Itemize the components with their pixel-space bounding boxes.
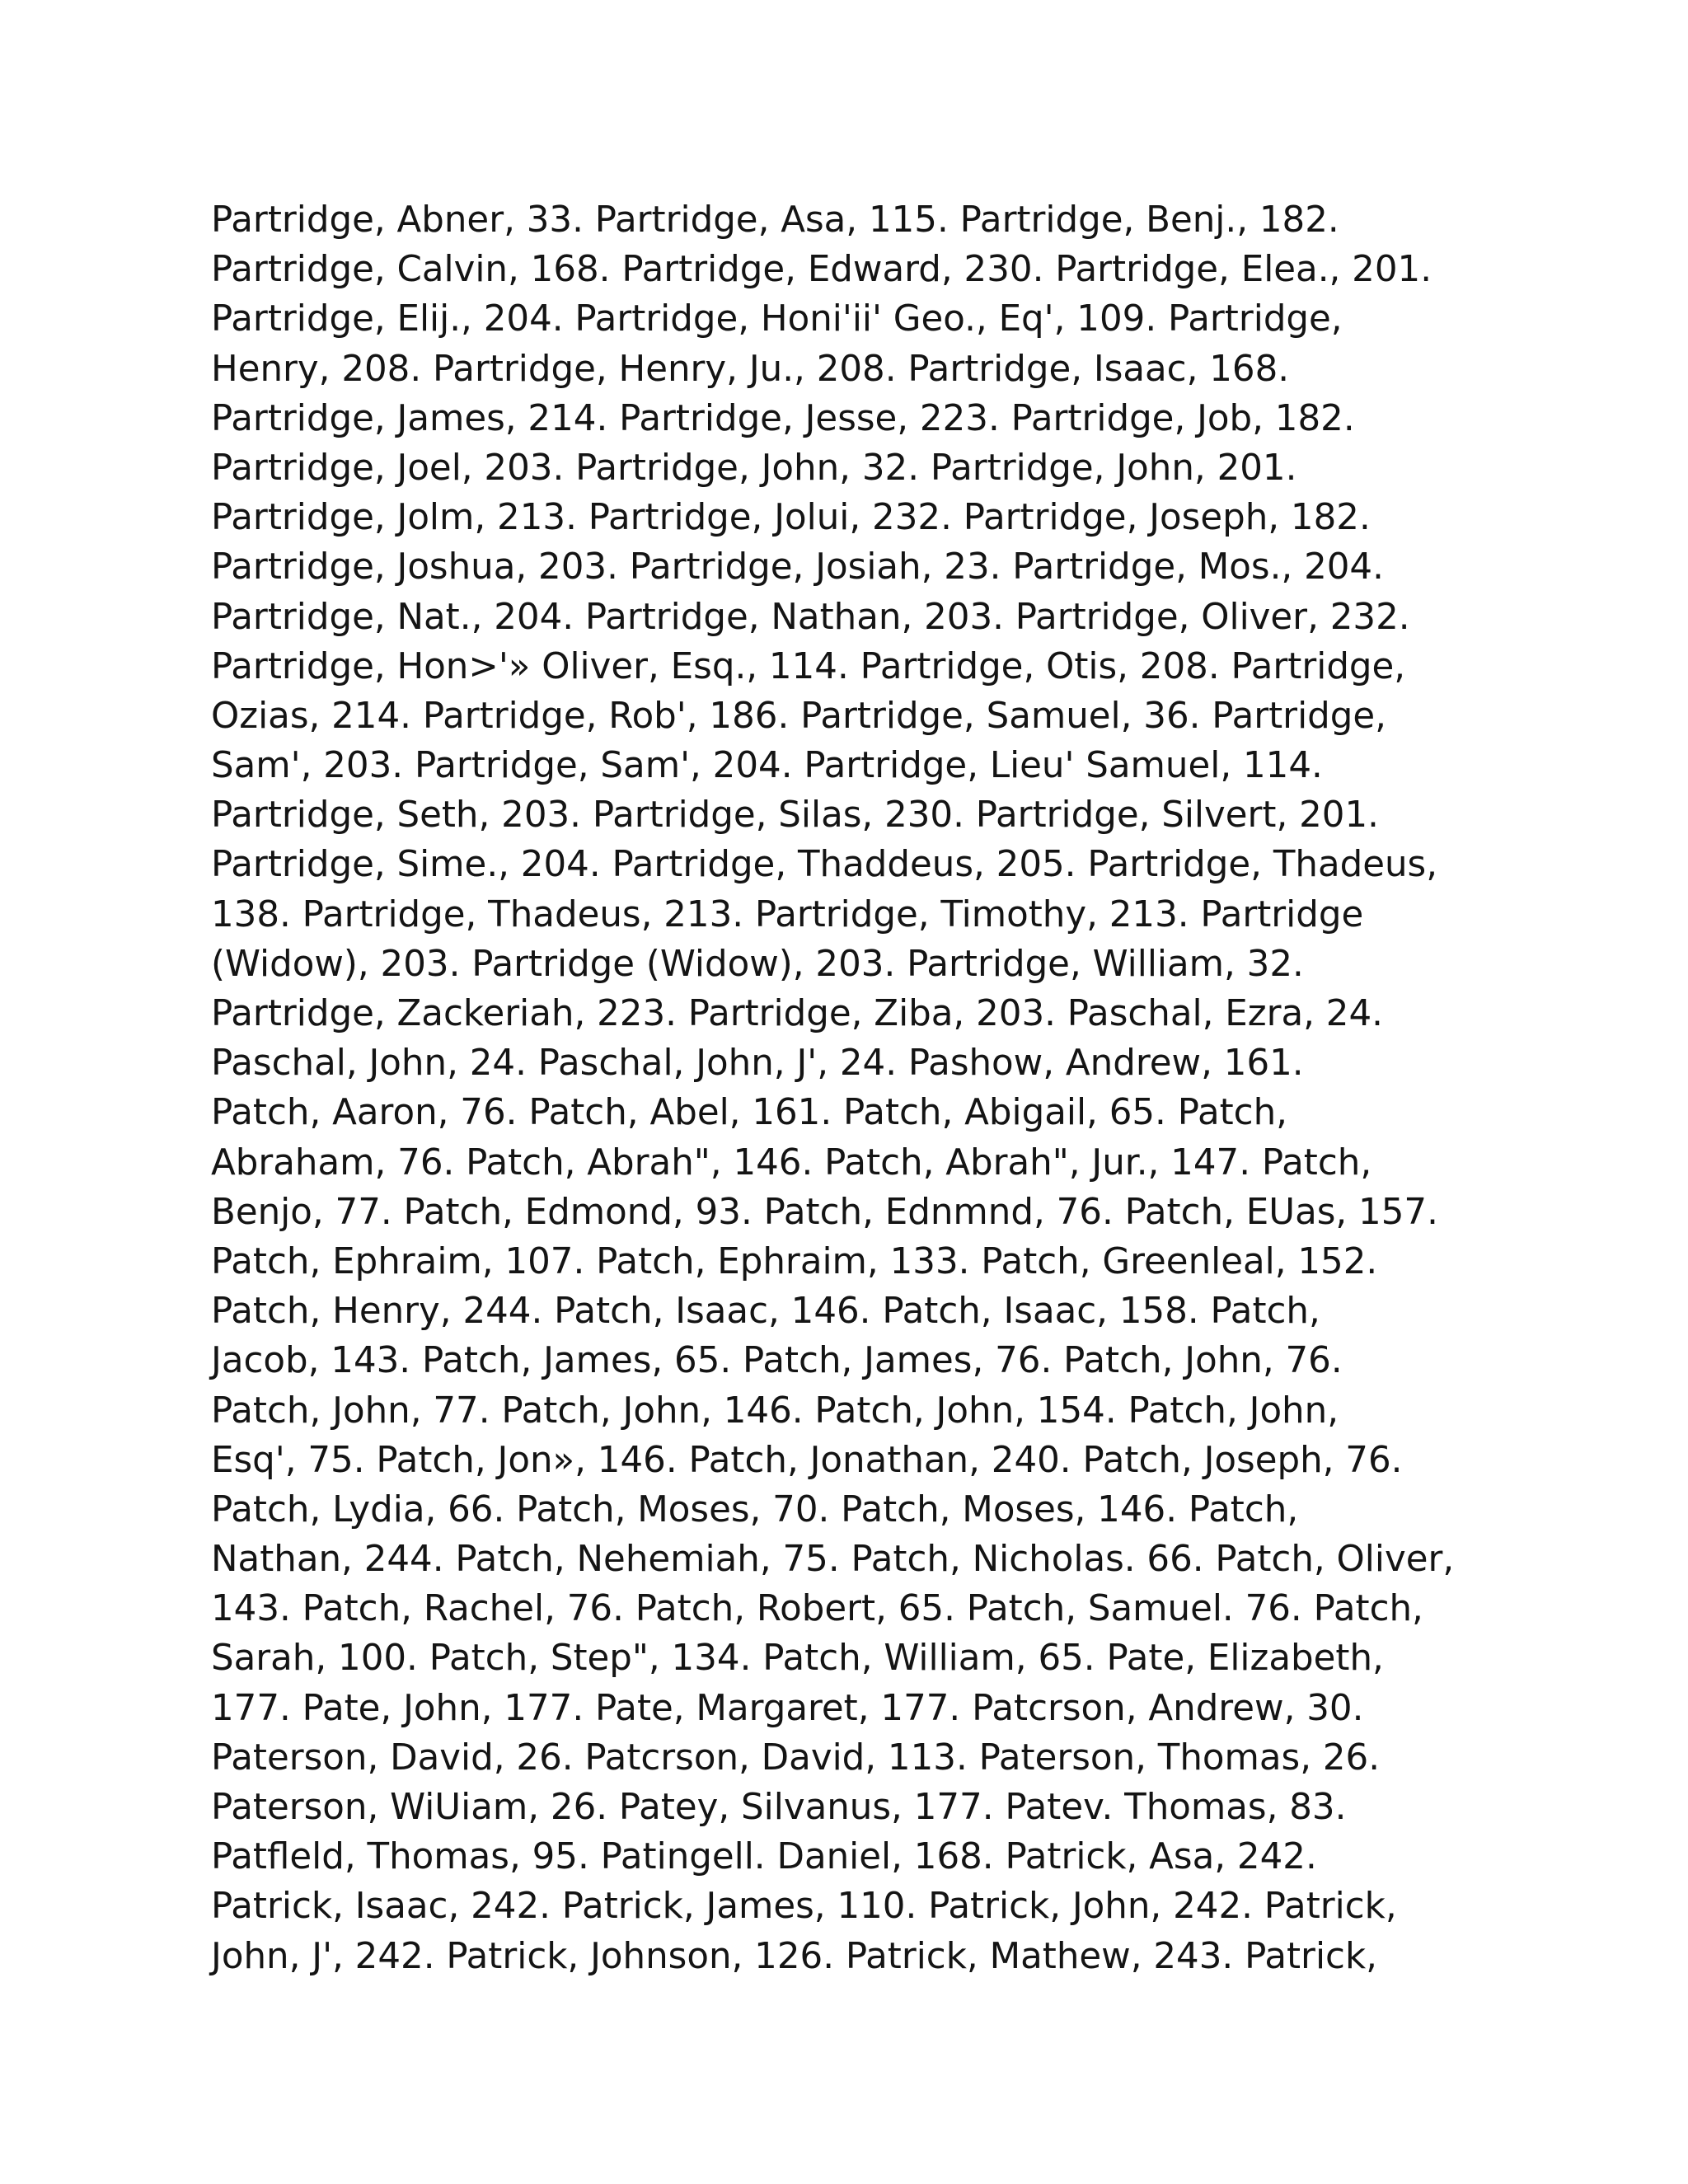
text-line: Abraham, 76. Patch, Abrah", 146. Patch, Abrah", Jur., 147. Patch,: [211, 1141, 1372, 1183]
text-line: (Widow), 203. Partridge (Widow), 203. Partridge, William, 32.: [211, 943, 1304, 985]
text-line: Partridge, Seth, 203. Partridge, Silas, 230. Partridge, Silvert, 201.: [211, 794, 1379, 837]
text-line: Patrick, Isaac, 242. Patrick, James, 110. Patrick, John, 242. Patrick,: [211, 1886, 1397, 1928]
text-line: Partridge, Joel, 203. Partridge, John, 32. Partridge, John, 201.: [211, 447, 1297, 489]
text-line: Partridge, Nat., 204. Partridge, Nathan, 203. Partridge, Oliver, 232.: [211, 596, 1410, 638]
text-line: 143. Patch, Rachel, 76. Patch, Robert, 65. Patch, Samuel. 76. Patch,: [211, 1588, 1423, 1630]
text-line: Paterson, WiUiam, 26. Patey, Silvanus, 177. Patev. Thomas, 83.: [211, 1787, 1347, 1828]
text-line: Sarah, 100. Patch, Step", 134. Patch, William, 65. Pate, Elizabeth,: [211, 1638, 1384, 1680]
text-line: Henry, 208. Partridge, Henry, Ju., 208. Partridge, Isaac, 168.: [211, 348, 1290, 390]
text-line: Patch, Aaron, 76. Patch, Abel, 161. Patch, Abigail, 65. Patch,: [211, 1092, 1287, 1134]
text-line: Partridge, Zackeriah, 223. Partridge, Ziba, 203. Paschal, Ezra, 24.: [211, 993, 1383, 1034]
index-text-block: [211, 195, 1530, 1981]
text-line: Paterson, David, 26. Patcrson, David, 113. Paterson, Thomas, 26.: [211, 1736, 1381, 1779]
text-line: Jacob, 143. Patch, James, 65. Patch, James, 76. Patch, John, 76.: [211, 1340, 1343, 1382]
text-line: Patch, Ephraim, 107. Patch, Ephraim, 133. Patch, Greenleal, 152.: [211, 1240, 1378, 1282]
text-line: Patch, Lydia, 66. Patch, Moses, 70. Patch, Moses, 146. Patch,: [211, 1488, 1299, 1530]
text-line: Partridge, Abner, 33. Partridge, Asa, 115. Partridge, Benj., 182.: [211, 199, 1339, 241]
text-line: Nathan, 244. Patch, Nehemiah, 75. Patch, Nicholas. 66. Patch, Oliver,: [211, 1539, 1455, 1581]
text-line: Benjo, 77. Patch, Edmond, 93. Patch, Ednmnd, 76. Patch, EUas, 157.: [211, 1191, 1438, 1233]
text-line: Partridge, Joshua, 203. Partridge, Josiah, 23. Partridge, Mos., 204.: [211, 546, 1384, 588]
text-line: Ozias, 214. Partridge, Rob', 186. Partridge, Samuel, 36. Partridge,: [211, 695, 1386, 737]
text-line: Patfleld, Thomas, 95. Patingell. Daniel, 168. Patrick, Asa, 242.: [211, 1836, 1317, 1878]
text-line: Partridge, Sime., 204. Partridge, Thaddeus, 205. Partridge, Thadeus,: [211, 844, 1438, 886]
text-line: Partridge, Elij., 204. Partridge, Honi'ii' Geo., Eq', 109. Partridge,: [211, 298, 1343, 340]
text-line: 177. Pate, John, 177. Pate, Margaret, 177. Patcrson, Andrew, 30.: [211, 1687, 1364, 1729]
text-line: Partridge, Hon>'» Oliver, Esq., 114. Partridge, Otis, 208. Partridge,: [211, 645, 1406, 687]
text-line: Partridge, Jolm, 213. Partridge, Jolui, 232. Partridge, Joseph, 182.: [211, 497, 1371, 539]
text-line: John, J', 242. Patrick, Johnson, 126. Patrick, Mathew, 243. Patrick,: [211, 1935, 1377, 1977]
text-line: Partridge, Calvin, 168. Partridge, Edward, 230. Partridge, Elea., 201.: [211, 249, 1432, 291]
text-line: Esq', 75. Patch, Jon», 146. Patch, Jonathan, 240. Patch, Joseph, 76.: [211, 1439, 1403, 1481]
text-line: Patch, John, 77. Patch, John, 146. Patch, John, 154. Patch, John,: [211, 1390, 1339, 1432]
text-line: Sam', 203. Partridge, Sam', 204. Partridge, Lieu' Samuel, 114.: [211, 745, 1323, 787]
text-line: Patch, Henry, 244. Patch, Isaac, 146. Patch, Isaac, 158. Patch,: [211, 1291, 1320, 1333]
text-line: Paschal, John, 24. Paschal, John, J', 24. Pashow, Andrew, 161.: [211, 1043, 1304, 1085]
text-line: Partridge, James, 214. Partridge, Jesse, 223. Partridge, Job, 182.: [211, 397, 1355, 439]
text-line: 138. Partridge, Thadeus, 213. Partridge, Timothy, 213. Partridge: [211, 893, 1364, 935]
